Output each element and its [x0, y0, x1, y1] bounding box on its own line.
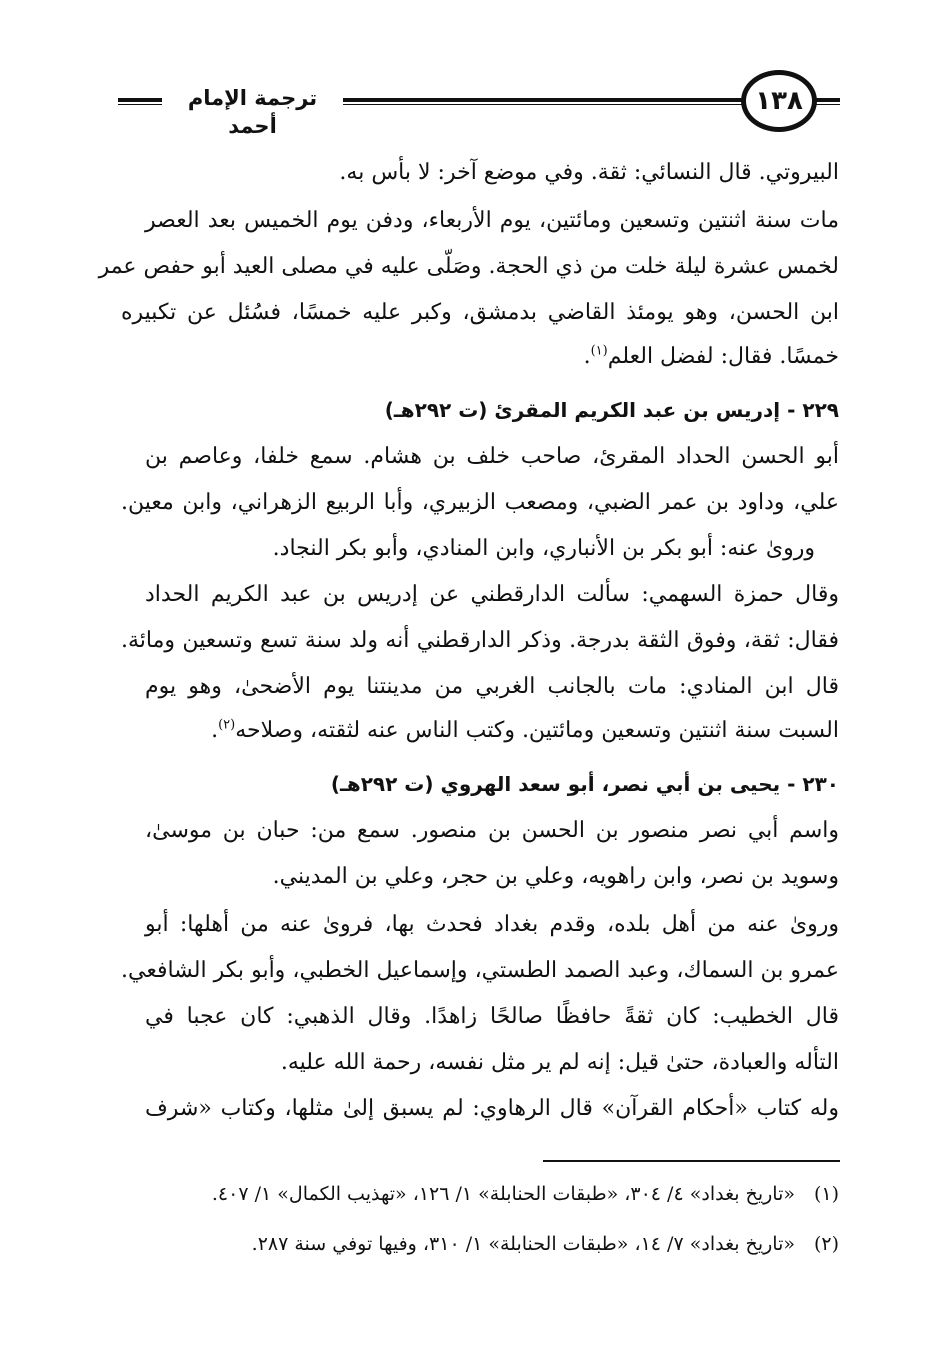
header-rule-end-thin — [814, 104, 840, 105]
sentence-end: . — [211, 718, 219, 743]
body-line — [121, 716, 839, 746]
body-line: فقال: ثقة، وفوق الثقة بدرجة. وذكر الدارقطني أنه ولد سنة تسع وتسعين ومائة. — [121, 628, 839, 653]
header-title: ترجمة الإمام أحمد — [187, 86, 318, 138]
body-line: وسويد بن نصر، وابن راهويه، وعلي بن حجر، وعلي بن المديني. — [272, 864, 839, 889]
body-line-text: السبت سنة اثنتين وتسعين ومائتين. وكتب الناس عنه لثقته، وصلاحه — [235, 718, 839, 743]
body-line: وله كتاب «أحكام القرآن» قال الرهاوي: لم يسبق إلىٰ مثلها، وكتاب «شرف — [145, 1096, 839, 1121]
footnote-number: (٢) — [813, 1233, 839, 1255]
footnote — [121, 1230, 839, 1258]
sentence-end: . — [583, 344, 591, 369]
body-line: واسم أبي نصر منصور بن الحسن بن منصور. سمع من: حبان بن موسىٰ، — [145, 818, 839, 843]
entry-heading-230: ٢٣٠ - يحيى بن أبي نصر، أبو سعد الهروي (ت ٢٩٢هـ) — [330, 772, 839, 796]
body-line: لخمس عشرة ليلة خلت من ذي الحجة. وصَلّى عليه في مصلى العيد أبو حفص عمر — [98, 254, 839, 279]
header-rule-left-thin — [118, 104, 162, 105]
body-line: قال ابن المنادي: مات بالجانب الغربي من مدينتنا يوم الأضحىٰ، وهو يوم — [145, 674, 839, 699]
footnote-text: «تاريخ بغداد» ٧/ ١٤، «طبقات الحنابلة» ١/ ٣١٠، وفيها توفي سنة ٢٨٧. — [251, 1233, 795, 1255]
page-number-badge — [741, 70, 817, 132]
body-line: ابن الحسن، وهو يومئذ القاضي بدمشق، وكبر عليه خمسًا، فسُئل عن تكبيره — [121, 300, 839, 325]
entry-heading-229: ٢٢٩ - إدريس بن عبد الكريم المقرئ (ت ٢٩٢هـ) — [384, 398, 839, 422]
footnote-text: «تاريخ بغداد» ٤/ ٣٠٤، «طبقات الحنابلة» ١/ ١٢٦، «تهذيب الكمال» ١/ ٤٠٧. — [211, 1183, 795, 1205]
body-line: وقال حمزة السهمي: سألت الدارقطني عن إدريس بن عبد الكريم الحداد — [145, 582, 839, 607]
footnote-ref: (٢) — [218, 717, 236, 733]
body-line: قال الخطيب: كان ثقةً حافظًا صالحًا زاهدًا. وقال الذهبي: كان عجبا في — [145, 1004, 839, 1029]
body-line — [121, 342, 839, 372]
body-line: وروىٰ عنه: أبو بكر بن الأنباري، وابن المنادي، وأبو بكر النجاد. — [272, 536, 815, 561]
footnote-separator — [543, 1160, 840, 1162]
page-number: ١٣٨ — [755, 86, 803, 116]
header-rule-right-thin — [343, 104, 743, 105]
footnote-number: (١) — [813, 1183, 839, 1205]
header-rule-end — [814, 98, 840, 102]
body-line: مات سنة اثنتين وتسعين ومائتين، يوم الأربعاء، ودفن يوم الخميس بعد العصر — [145, 208, 839, 233]
body-line-text: خمسًا. فقال: لفضل العلم — [607, 344, 839, 369]
header-rule-right — [343, 98, 743, 102]
body-line: ورویٰ عنه من أهل بلده، وقدم بغداد فحدث بها، فرویٰ عنه من أهلها: أبو — [145, 912, 839, 937]
body-line: البيروتي. قال النسائي: ثقة. وفي موضع آخر: لا بأس به. — [339, 160, 839, 185]
body-line: عمرو بن السماك، وعبد الصمد الطستي، وإسماعيل الخطبي، وأبو بكر الشافعي. — [121, 958, 839, 983]
footnote-ref: (١) — [590, 343, 608, 359]
body-line: أبو الحسن الحداد المقرئ، صاحب خلف بن هشام. سمع خلفا، وعاصم بن — [145, 444, 839, 469]
body-line: علي، وداود بن عمر الضبي، ومصعب الزبيري، وأبا الربيع الزهراني، وابن معين. — [121, 490, 839, 515]
header-rule-left — [118, 98, 162, 102]
body-line: التأله والعبادة، حتىٰ قيل: إنه لم ير مثل نفسه، رحمة الله عليه. — [280, 1050, 839, 1075]
footnote — [121, 1180, 839, 1208]
